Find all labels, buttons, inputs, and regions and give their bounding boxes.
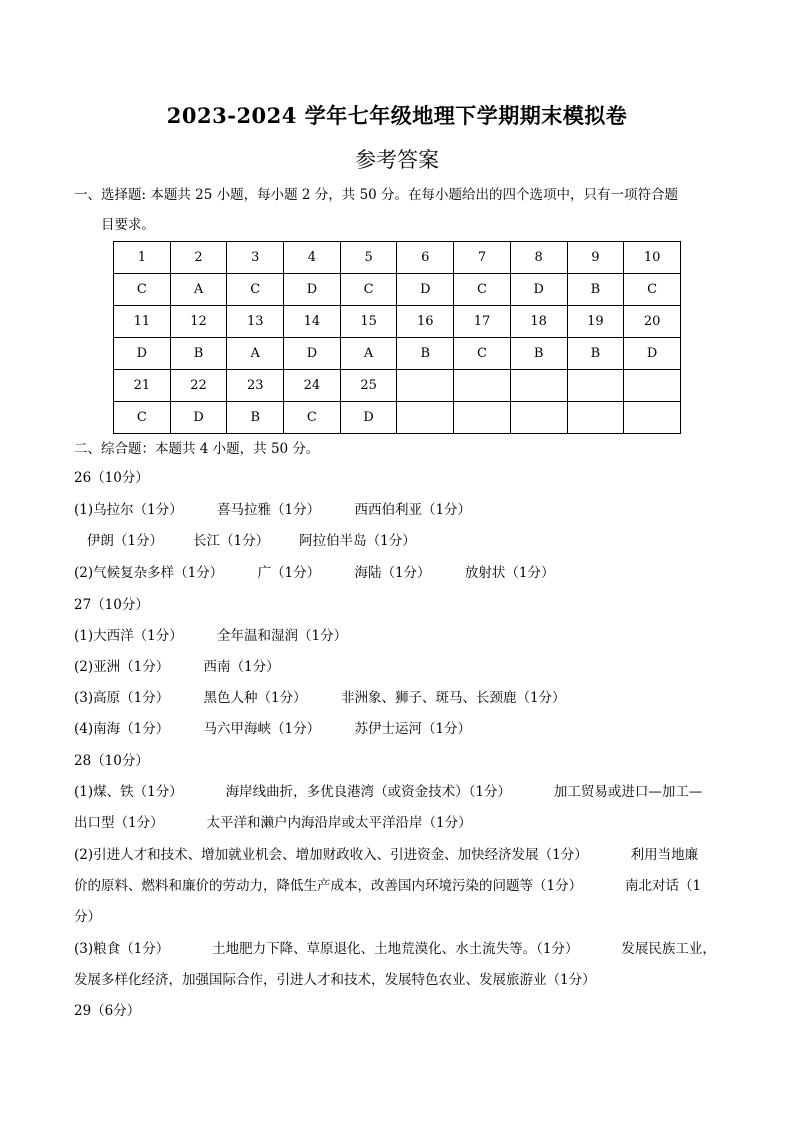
page-title: 2023-2024 学年七年级地理下学期期末模拟卷 bbox=[166, 103, 628, 128]
table-cell: D bbox=[624, 338, 681, 370]
table-cell: 15 bbox=[340, 306, 397, 338]
table-cell bbox=[567, 370, 624, 402]
table-row bbox=[114, 242, 681, 274]
table-cell: D bbox=[510, 274, 567, 306]
table-cell: 3 bbox=[227, 242, 284, 274]
table-cell: 5 bbox=[340, 242, 397, 274]
table-cell: 20 bbox=[624, 306, 681, 338]
table-cell: A bbox=[227, 338, 284, 370]
table-cell: D bbox=[114, 338, 171, 370]
table-cell bbox=[454, 370, 511, 402]
table-cell bbox=[454, 402, 511, 434]
page-subtitle: 参考答案 bbox=[355, 148, 439, 172]
answer-line: (1)乌拉尔（1分） 喜马拉雅（1分） 西西伯利亚（1分） bbox=[74, 502, 472, 518]
table-cell: C bbox=[227, 274, 284, 306]
table-row bbox=[114, 306, 681, 338]
table-row bbox=[114, 370, 681, 402]
table-cell: C bbox=[454, 274, 511, 306]
answer-line: 27（10分） bbox=[74, 597, 149, 613]
answer-line: (3)粮食（1分） 土地肥力下降、草原退化、土地荒漠化、水土流失等。（1分） 发展民族工业， bbox=[74, 941, 716, 957]
table-cell: 7 bbox=[454, 242, 511, 274]
answer-line: (2)气候复杂多样（1分） 广（1分） 海陆（1分） 放射状（1分） bbox=[74, 565, 555, 581]
table-cell: 10 bbox=[624, 242, 681, 274]
table-row bbox=[114, 274, 681, 306]
table-cell bbox=[624, 370, 681, 402]
table-cell: C bbox=[454, 338, 511, 370]
answer-line: 发展多样化经济，加强国际合作，引进人才和技术，发展特色农业、发展旅游业（1分） bbox=[74, 972, 596, 988]
section1-intro-line1: 一、选择题: 本题共 25 小题，每小题 2 分，共 50 分。在每小题给出的四个选项中，只有一项符合题 bbox=[74, 187, 679, 203]
section2-heading: 二、综合题：本题共 4 小题，共 50 分。 bbox=[74, 441, 320, 457]
table-cell: D bbox=[284, 274, 341, 306]
table-cell: 17 bbox=[454, 306, 511, 338]
table-cell: C bbox=[284, 402, 341, 434]
answer-line: (4)南海（1分） 马六甲海峡（1分） 苏伊士运河（1分） bbox=[74, 721, 472, 737]
answer-line: 28（10分） bbox=[74, 753, 149, 769]
table-cell: 23 bbox=[227, 370, 284, 402]
answer-line: 26（10分） bbox=[74, 470, 149, 486]
table-cell: B bbox=[170, 338, 227, 370]
answer-line: 分） bbox=[74, 909, 101, 925]
answer-line: 价的原料、燃料和廉价的劳动力，降低生产成本，改善国内环境污染的问题等（1分） 南北对话（1 bbox=[74, 878, 702, 894]
table-cell bbox=[510, 402, 567, 434]
table-cell: B bbox=[397, 338, 454, 370]
table-cell bbox=[567, 402, 624, 434]
table-cell: 2 bbox=[170, 242, 227, 274]
table-cell: 22 bbox=[170, 370, 227, 402]
table-cell bbox=[397, 370, 454, 402]
table-cell: C bbox=[624, 274, 681, 306]
table-cell: 1 bbox=[114, 242, 171, 274]
table-cell: A bbox=[340, 338, 397, 370]
table-cell: 11 bbox=[114, 306, 171, 338]
answer-line: (1)煤、铁（1分） 海岸线曲折，多优良港湾（或资金技术）（1分） 加工贸易或进口—加工— bbox=[74, 784, 703, 800]
table-cell: D bbox=[170, 402, 227, 434]
answer-line: (2)亚洲（1分） 西南（1分） bbox=[74, 659, 280, 675]
table-cell: C bbox=[340, 274, 397, 306]
section1-intro-line2: 目要求。 bbox=[101, 217, 155, 233]
table-cell: C bbox=[114, 274, 171, 306]
table-row bbox=[114, 338, 681, 370]
answer-line: 伊朗（1分） 长江（1分） 阿拉伯半岛（1分） bbox=[74, 533, 416, 549]
table-cell: B bbox=[227, 402, 284, 434]
answer-line: (3)高原（1分） 黑色人种（1分） 非洲象、狮子、斑马、长颈鹿（1分） bbox=[74, 690, 566, 706]
table-cell: C bbox=[114, 402, 171, 434]
answer-line: 出口型（1分） 太平洋和濑户内海沿岸或太平洋沿岸（1分） bbox=[74, 815, 472, 831]
table-cell: 14 bbox=[284, 306, 341, 338]
table-cell: D bbox=[284, 338, 341, 370]
table-cell bbox=[510, 370, 567, 402]
table-cell: 18 bbox=[510, 306, 567, 338]
table-cell bbox=[624, 402, 681, 434]
answer-line: (1)大西洋（1分） 全年温和湿润（1分） bbox=[74, 628, 348, 644]
table-cell: D bbox=[340, 402, 397, 434]
table-cell: 13 bbox=[227, 306, 284, 338]
table-cell: 6 bbox=[397, 242, 454, 274]
table-cell: 9 bbox=[567, 242, 624, 274]
table-cell: 19 bbox=[567, 306, 624, 338]
table-cell: A bbox=[170, 274, 227, 306]
table-cell: 12 bbox=[170, 306, 227, 338]
table-cell: 21 bbox=[114, 370, 171, 402]
answer-table bbox=[113, 241, 681, 434]
table-cell: B bbox=[510, 338, 567, 370]
answer-line: (2)引进人才和技术、增加就业机会、增加财政收入、引进资金、加快经济发展（1分） 利用当地廉 bbox=[74, 847, 699, 863]
answer-line: 29（6分） bbox=[74, 1003, 141, 1019]
table-cell: 25 bbox=[340, 370, 397, 402]
table-cell bbox=[397, 402, 454, 434]
table-cell: 16 bbox=[397, 306, 454, 338]
table-cell: B bbox=[567, 274, 624, 306]
table-cell: D bbox=[397, 274, 454, 306]
table-cell: 8 bbox=[510, 242, 567, 274]
table-cell: 24 bbox=[284, 370, 341, 402]
table-row bbox=[114, 402, 681, 434]
table-cell: 4 bbox=[284, 242, 341, 274]
table-cell: B bbox=[567, 338, 624, 370]
